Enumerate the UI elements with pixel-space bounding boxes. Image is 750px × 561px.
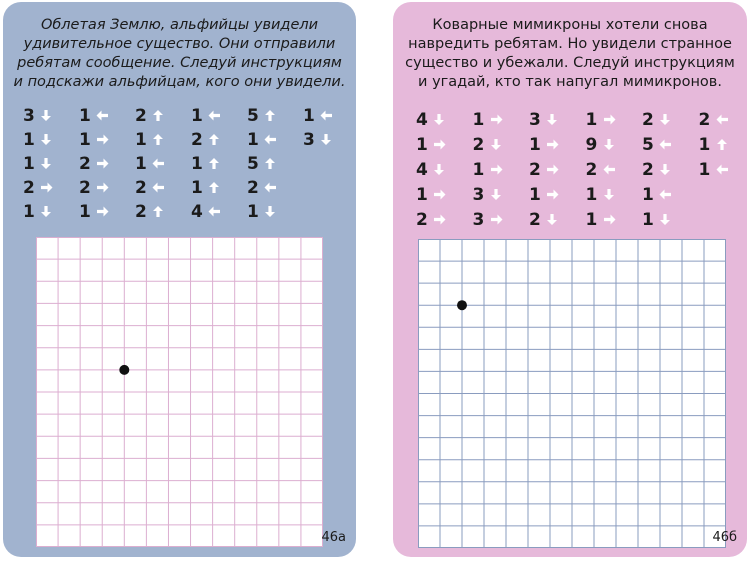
direction-step xyxy=(191,177,237,199)
arrow-right-icon xyxy=(96,131,109,150)
direction-step xyxy=(135,153,181,175)
arrow-left-icon xyxy=(320,107,333,126)
direction-step xyxy=(79,129,125,151)
arrow-left-icon xyxy=(659,136,672,155)
direction-step xyxy=(642,109,688,131)
direction-step xyxy=(79,105,125,127)
arrow-down-icon xyxy=(40,107,53,126)
step-count: 2 xyxy=(79,178,91,198)
arrow-right-icon xyxy=(96,155,109,174)
arrow-right-icon xyxy=(490,161,503,180)
step-count: 1 xyxy=(79,106,91,126)
step-count: 5 xyxy=(642,135,654,155)
arrow-right-icon xyxy=(546,186,559,205)
step-count: 2 xyxy=(585,160,598,180)
direction-step xyxy=(473,209,519,231)
step-count: 1 xyxy=(472,110,485,130)
direction-step xyxy=(586,209,632,231)
direction-step xyxy=(416,134,462,156)
step-count: 2 xyxy=(23,178,35,198)
step-count: 1 xyxy=(303,106,315,126)
direction-step xyxy=(247,201,293,223)
step-count: 1 xyxy=(416,135,428,155)
arrow-up-icon xyxy=(208,155,221,174)
step-count: 5 xyxy=(247,106,259,126)
direction-step xyxy=(23,129,69,151)
arrow-down-icon xyxy=(490,136,503,155)
step-count: 2 xyxy=(135,178,147,198)
step-count: 1 xyxy=(135,130,147,150)
step-count: 2 xyxy=(79,154,91,174)
arrow-right-icon xyxy=(433,211,446,230)
step-count: 1 xyxy=(529,185,541,205)
arrow-right-icon xyxy=(96,179,109,198)
direction-step xyxy=(586,184,632,206)
direction-step xyxy=(135,105,181,127)
direction-step xyxy=(135,177,181,199)
step-count: 3 xyxy=(23,106,35,126)
direction-step xyxy=(191,105,237,127)
arrow-down-icon xyxy=(264,203,277,222)
arrow-right-icon xyxy=(96,203,109,222)
direction-step xyxy=(529,209,575,231)
step-count: 1 xyxy=(585,185,598,205)
step-count: 9 xyxy=(585,135,598,155)
arrow-down-icon xyxy=(603,186,616,205)
intro-line: ребятам сообщение. Следуй инструкциям xyxy=(17,55,342,71)
step-count: 2 xyxy=(416,210,428,230)
step-count: 2 xyxy=(529,210,541,230)
direction-step xyxy=(642,134,688,156)
arrow-left-icon xyxy=(208,203,221,222)
arrow-right-icon xyxy=(603,111,616,130)
direction-step xyxy=(416,209,462,231)
direction-step xyxy=(135,129,181,151)
direction-step xyxy=(529,184,575,206)
puzzle-card-46a xyxy=(3,2,356,557)
step-count: 1 xyxy=(416,185,428,205)
arrow-left-icon xyxy=(716,161,729,180)
intro-line: и угадай, кто так напугал мимикронов. xyxy=(418,74,722,90)
arrow-down-icon xyxy=(603,136,616,155)
arrow-right-icon xyxy=(433,136,446,155)
direction-step xyxy=(473,109,519,131)
arrow-up-icon xyxy=(152,131,165,150)
step-count: 2 xyxy=(135,202,147,222)
arrow-down-icon xyxy=(40,131,53,150)
page-number: 46б xyxy=(712,530,737,545)
step-count: 1 xyxy=(135,154,147,174)
direction-step xyxy=(191,201,237,223)
direction-step xyxy=(642,184,688,206)
drawing-grid[interactable] xyxy=(36,237,323,547)
intro-line: удивительное существо. Они отправили xyxy=(23,36,336,52)
direction-step xyxy=(642,159,688,181)
direction-step xyxy=(699,109,745,131)
arrow-right-icon xyxy=(546,161,559,180)
step-count: 1 xyxy=(191,154,203,174)
direction-step xyxy=(473,159,519,181)
direction-step xyxy=(529,134,575,156)
step-count: 5 xyxy=(247,154,259,174)
arrow-down-icon xyxy=(490,186,503,205)
direction-step xyxy=(135,201,181,223)
step-count: 1 xyxy=(79,130,91,150)
step-count: 2 xyxy=(191,130,203,150)
step-count: 1 xyxy=(191,106,203,126)
arrow-right-icon xyxy=(490,111,503,130)
grid-lines xyxy=(36,237,323,547)
arrow-right-icon xyxy=(433,186,446,205)
step-count: 3 xyxy=(472,185,485,205)
direction-step xyxy=(586,159,632,181)
puzzle-instructions xyxy=(3,16,356,92)
puzzle-card-46b xyxy=(393,2,747,557)
direction-step xyxy=(23,153,69,175)
arrow-up-icon xyxy=(264,155,277,174)
step-count: 1 xyxy=(79,202,91,222)
direction-step xyxy=(416,184,462,206)
arrow-down-icon xyxy=(433,111,446,130)
direction-step xyxy=(416,159,462,181)
step-count: 1 xyxy=(191,178,203,198)
direction-step xyxy=(529,159,575,181)
direction-step xyxy=(586,134,632,156)
intro-line: Коварные мимикроны хотели снова xyxy=(432,17,708,33)
arrow-left-icon xyxy=(603,161,616,180)
page-number: 46а xyxy=(321,530,346,545)
start-dot xyxy=(457,300,467,310)
step-count: 1 xyxy=(585,210,598,230)
direction-step xyxy=(191,129,237,151)
step-count: 1 xyxy=(642,185,654,205)
arrow-down-icon xyxy=(546,111,559,130)
direction-step xyxy=(79,201,125,223)
puzzle-instructions xyxy=(393,16,747,92)
direction-step xyxy=(416,109,462,131)
direction-step xyxy=(473,134,519,156)
direction-step xyxy=(642,209,688,231)
arrow-down-icon xyxy=(320,131,333,150)
direction-step xyxy=(79,177,125,199)
direction-step xyxy=(191,153,237,175)
direction-step xyxy=(699,134,745,156)
step-count: 3 xyxy=(303,130,315,150)
arrow-down-icon xyxy=(433,161,446,180)
direction-step xyxy=(247,153,293,175)
step-count: 2 xyxy=(472,135,485,155)
step-count: 1 xyxy=(698,160,711,180)
step-count: 2 xyxy=(529,160,541,180)
arrow-down-icon xyxy=(659,161,672,180)
arrow-left-icon xyxy=(716,111,729,130)
arrow-down-icon xyxy=(40,155,53,174)
arrow-down-icon xyxy=(659,211,672,230)
step-count: 2 xyxy=(698,110,711,130)
direction-step xyxy=(247,105,293,127)
step-count: 1 xyxy=(642,210,654,230)
step-count: 3 xyxy=(472,210,485,230)
direction-step xyxy=(529,109,575,131)
direction-step xyxy=(473,184,519,206)
arrow-right-icon xyxy=(40,179,53,198)
arrow-left-icon xyxy=(152,179,165,198)
arrow-left-icon xyxy=(659,186,672,205)
step-count: 1 xyxy=(23,130,35,150)
direction-step xyxy=(247,129,293,151)
direction-step xyxy=(303,105,349,127)
drawing-grid[interactable] xyxy=(418,239,726,548)
direction-step xyxy=(586,109,632,131)
direction-step xyxy=(79,153,125,175)
arrow-left-icon xyxy=(96,107,109,126)
step-count: 2 xyxy=(247,178,259,198)
arrow-down-icon xyxy=(546,211,559,230)
arrow-left-icon xyxy=(264,131,277,150)
grid-lines xyxy=(418,239,726,548)
step-count: 1 xyxy=(698,135,711,155)
direction-step xyxy=(303,129,349,151)
arrow-left-icon xyxy=(208,107,221,126)
step-count: 4 xyxy=(416,160,428,180)
arrow-left-icon xyxy=(152,155,165,174)
arrow-up-icon xyxy=(716,136,729,155)
direction-step xyxy=(699,159,745,181)
step-count: 1 xyxy=(529,135,541,155)
step-count: 1 xyxy=(585,110,598,130)
step-count: 1 xyxy=(247,202,259,222)
arrow-right-icon xyxy=(603,211,616,230)
arrow-down-icon xyxy=(659,111,672,130)
intro-line: существо и убежали. Следуй инструкциям xyxy=(405,55,735,71)
arrow-left-icon xyxy=(264,179,277,198)
step-count: 1 xyxy=(472,160,485,180)
arrow-up-icon xyxy=(264,107,277,126)
step-count: 1 xyxy=(23,154,35,174)
arrow-up-icon xyxy=(152,107,165,126)
step-count: 3 xyxy=(529,110,541,130)
direction-step xyxy=(23,105,69,127)
intro-line: навредить ребятам. Но увидели странное xyxy=(408,36,732,52)
arrow-up-icon xyxy=(152,203,165,222)
direction-step xyxy=(23,201,69,223)
step-count: 2 xyxy=(135,106,147,126)
intro-line: Облетая Землю, альфийцы увидели xyxy=(40,17,319,33)
arrow-right-icon xyxy=(546,136,559,155)
arrow-down-icon xyxy=(40,203,53,222)
direction-step xyxy=(247,177,293,199)
intro-line: и подскажи альфийцам, кого они увидели. xyxy=(13,74,346,90)
step-count: 2 xyxy=(642,160,654,180)
step-count: 1 xyxy=(247,130,259,150)
arrow-up-icon xyxy=(208,131,221,150)
step-count: 4 xyxy=(416,110,428,130)
step-count: 1 xyxy=(23,202,35,222)
arrow-right-icon xyxy=(490,211,503,230)
start-dot xyxy=(119,365,129,375)
step-count: 4 xyxy=(191,202,203,222)
direction-step xyxy=(23,177,69,199)
step-count: 2 xyxy=(642,110,654,130)
arrow-up-icon xyxy=(208,179,221,198)
